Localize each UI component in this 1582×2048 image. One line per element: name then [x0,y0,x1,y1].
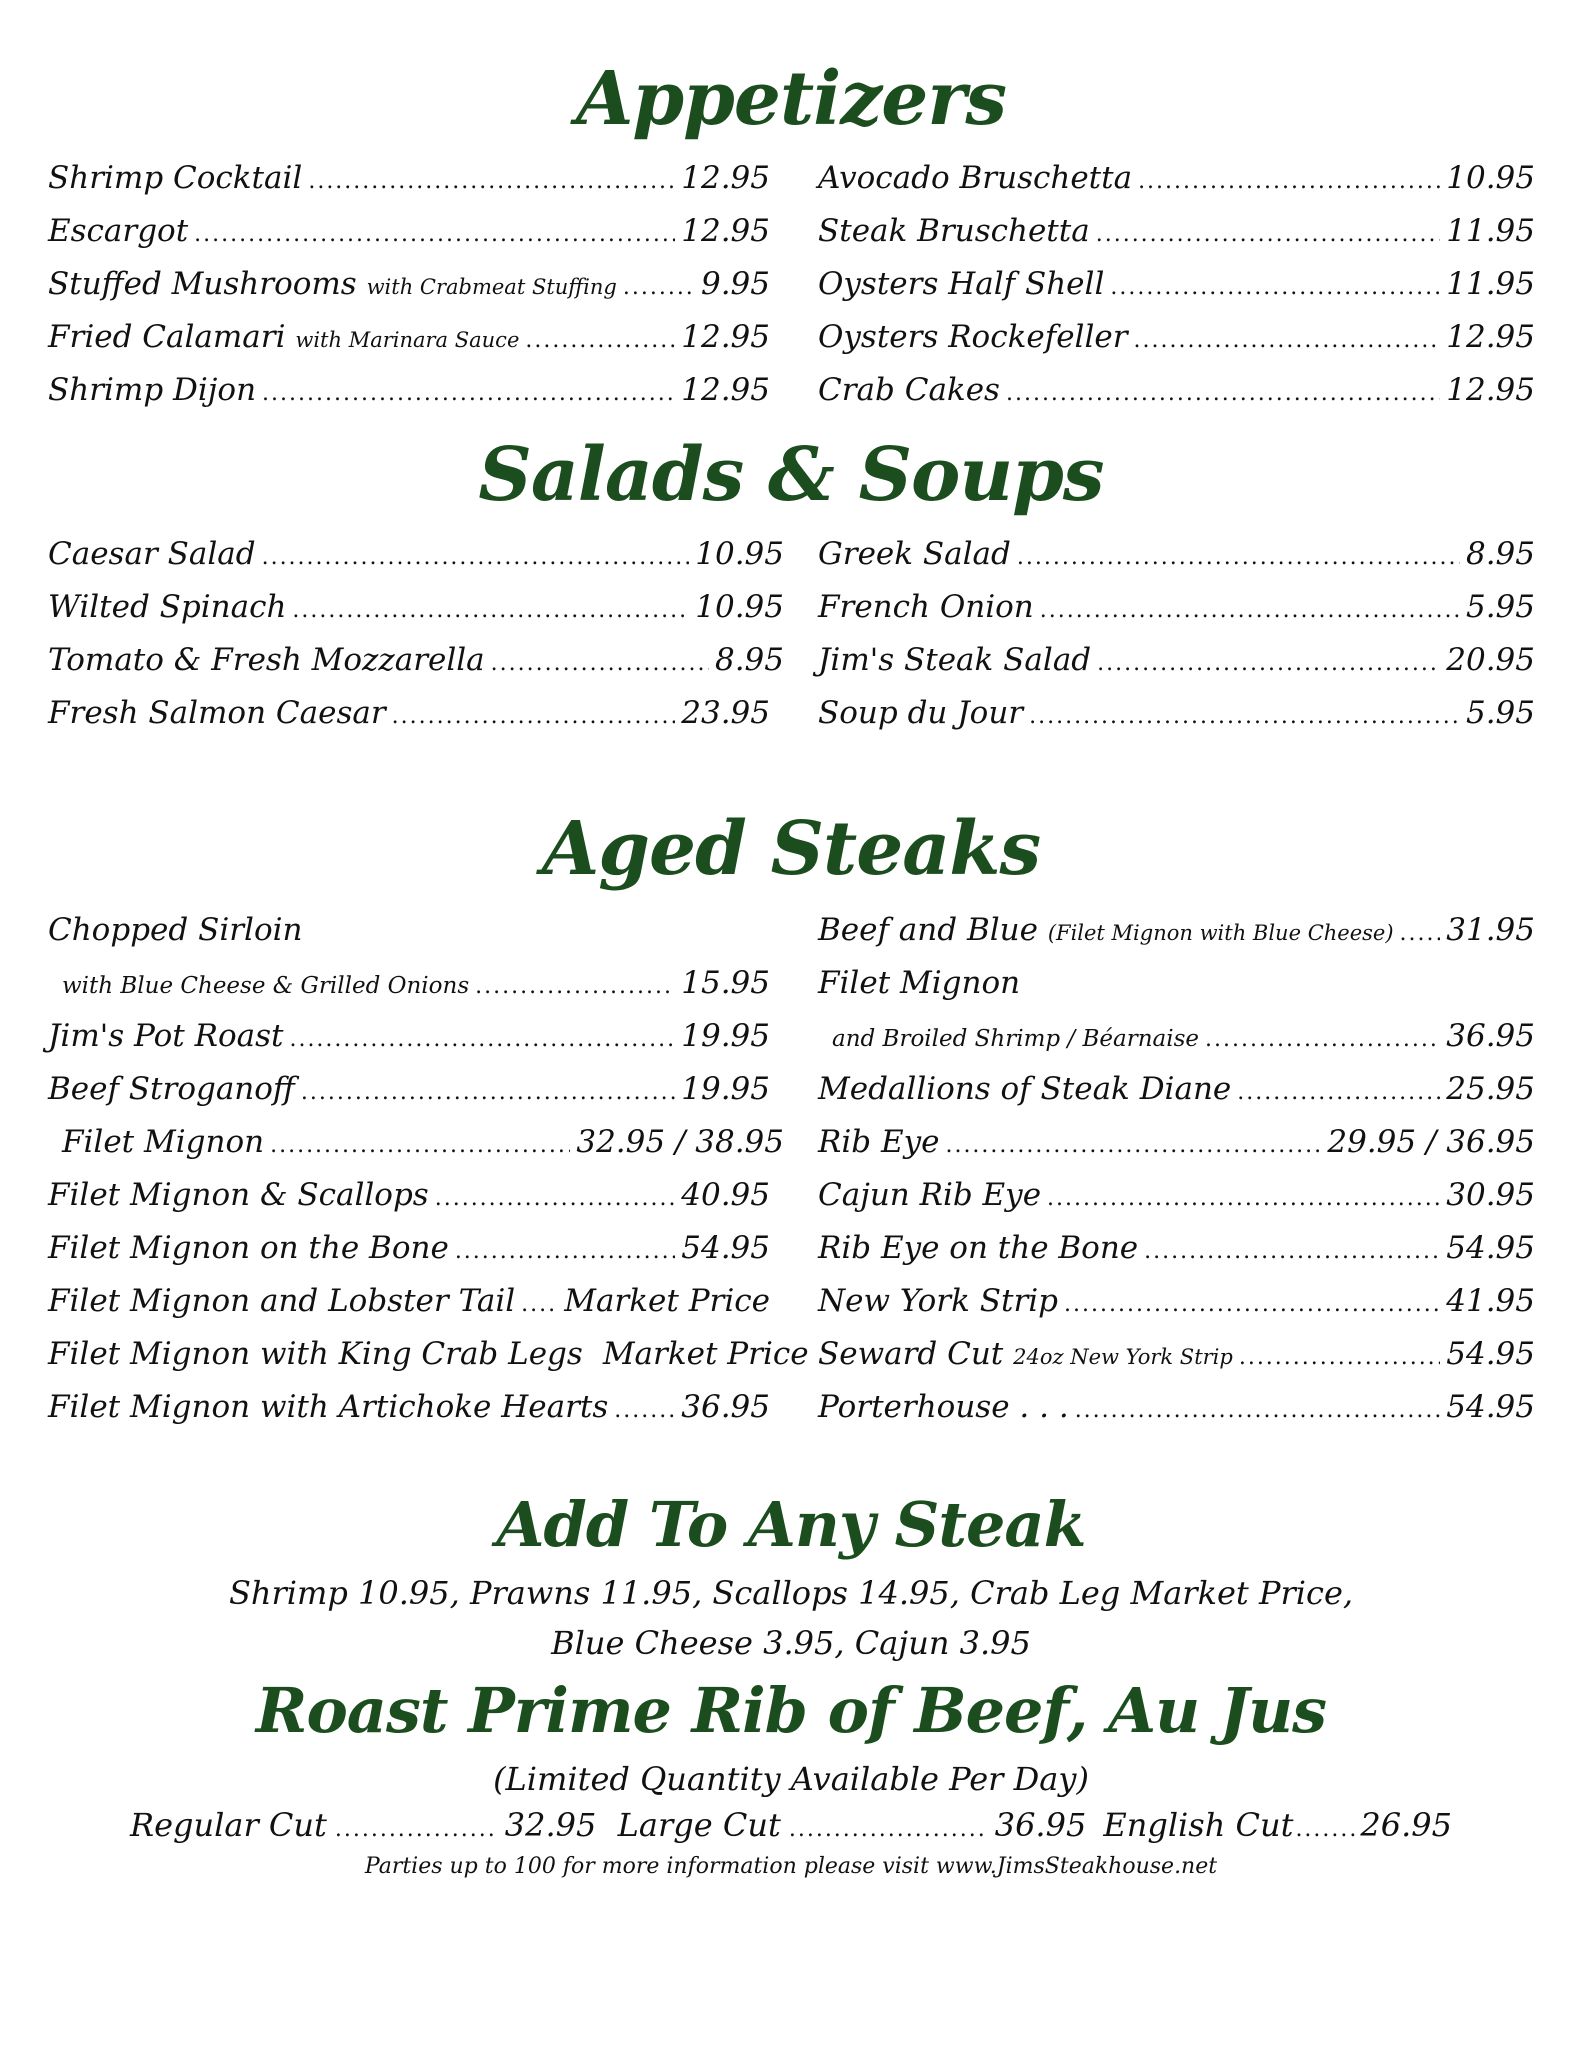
menu-item: Rib Eye on the Bone ..... 54.95 [818,1222,1535,1275]
menu-item: Beef and Blue (Filet Mignon with Blue Cheese) ..... 31.95 [818,904,1535,957]
aged-steaks-heading: Aged Steaks [541,806,1041,892]
menu-item: Fresh Salmon Caesar ..... 23.95 [48,687,770,740]
menu-item: Filet Mignon and Lobster Tail ..... Market Price [48,1275,770,1328]
salads-left-column [48,528,784,740]
menu-item: Jim's Pot Roast ..... 19.95 [48,1010,770,1063]
menu-item: Stuffed Mushrooms with Crabmeat Stuffing ..... 9.95 [48,258,770,311]
menu-item-title: Filet Mignon [818,965,1021,1001]
menu-item: Porterhouse . . . ..... 54.95 [818,1381,1535,1434]
large-cut: Large Cut ...................... 36.95 [617,1806,1087,1844]
menu-item: Shrimp Dijon ..... 12.95 [48,364,770,417]
menu-item: with Blue Cheese & Grilled Onions ..... 15.95 [48,957,770,1010]
menu-item: Escargot ..... 12.95 [48,205,770,258]
menu-item: Oysters Rockefeller ..... 12.95 [818,311,1535,364]
menu-item: Fried Calamari with Marinara Sauce ..... 12.95 [48,311,770,364]
menu-item: Oysters Half Shell ..... 11.95 [818,258,1535,311]
prime-rib-cuts [130,1800,1452,1855]
menu-item: Medallions of Steak Diane ..... 25.95 [818,1063,1535,1116]
menu-item: Avocado Bruschetta ..... 10.95 [818,152,1535,205]
menu-item: Filet Mignon on the Bone ..... 54.95 [48,1222,770,1275]
menu-item: New York Strip ..... 41.95 [818,1275,1535,1328]
appetizers-left-column [48,152,770,417]
appetizers-heading: Appetizers [575,56,1007,142]
add-on-prices-line-1: Shrimp 10.95, Prawns 11.95, Scallops 14.95, Crab Leg Market Price, [228,1574,1354,1612]
menu-item: Caesar Salad ..... 10.95 [48,528,784,581]
footer-note: Parties up to 100 for more information please visit www.JimsSteakhouse.net [364,1854,1218,1879]
menu-item: Rib Eye ..... 29.95 / 36.95 [818,1116,1535,1169]
menu-item: Filet Mignon ..... 32.95 / 38.95 [48,1116,784,1169]
menu-item: Wilted Spinach ..... 10.95 [48,581,784,634]
add-on-prices-line-2: Blue Cheese 3.95, Cajun 3.95 [551,1624,1031,1662]
menu-item-title: Chopped Sirloin [48,912,303,948]
menu-item: Crab Cakes ..... 12.95 [818,364,1535,417]
menu-item: Shrimp Cocktail ..... 12.95 [48,152,770,205]
steaks-right-column [818,904,1535,1434]
appetizers-right-column [818,152,1535,417]
menu-item: Steak Bruschetta ..... 11.95 [818,205,1535,258]
menu-item: French Onion ..... 5.95 [818,581,1535,634]
regular-cut: Regular Cut .................. 32.95 [130,1806,597,1844]
menu-item: Filet Mignon with Artichoke Hearts ..... 36.95 [48,1381,770,1434]
menu-item: Filet Mignon & Scallops ..... 40.95 [48,1169,770,1222]
english-cut: English Cut ....... 26.95 [1103,1806,1452,1844]
menu-item: Filet Mignon with King Crab Legs Market Price [48,1336,809,1372]
menu-item: and Broiled Shrimp / Béarnaise ..... 36.95 [818,1010,1535,1063]
menu-item: Soup du Jour ..... 5.95 [818,687,1535,740]
menu-item: Jim's Steak Salad ..... 20.95 [818,634,1535,687]
prime-rib-note: (Limited Quantity Available Per Day) [493,1760,1089,1798]
menu-item: Seward Cut 24oz New York Strip ..... 54.95 [818,1328,1535,1381]
menu-item: Beef Stroganoff ..... 19.95 [48,1063,770,1116]
menu-item: Cajun Rib Eye ..... 30.95 [818,1169,1535,1222]
salads-right-column [818,528,1535,740]
menu-item: Tomato & Fresh Mozzarella ..... 8.95 [48,634,784,687]
menu-item: Greek Salad ..... 8.95 [818,528,1535,581]
add-to-any-steak-heading: Add To Any Steak [496,1488,1086,1561]
steaks-left-column [48,904,809,1434]
salads-soups-heading: Salads & Soups [478,432,1104,518]
prime-rib-heading: Roast Prime Rib of Beef, Au Jus [255,1674,1327,1747]
